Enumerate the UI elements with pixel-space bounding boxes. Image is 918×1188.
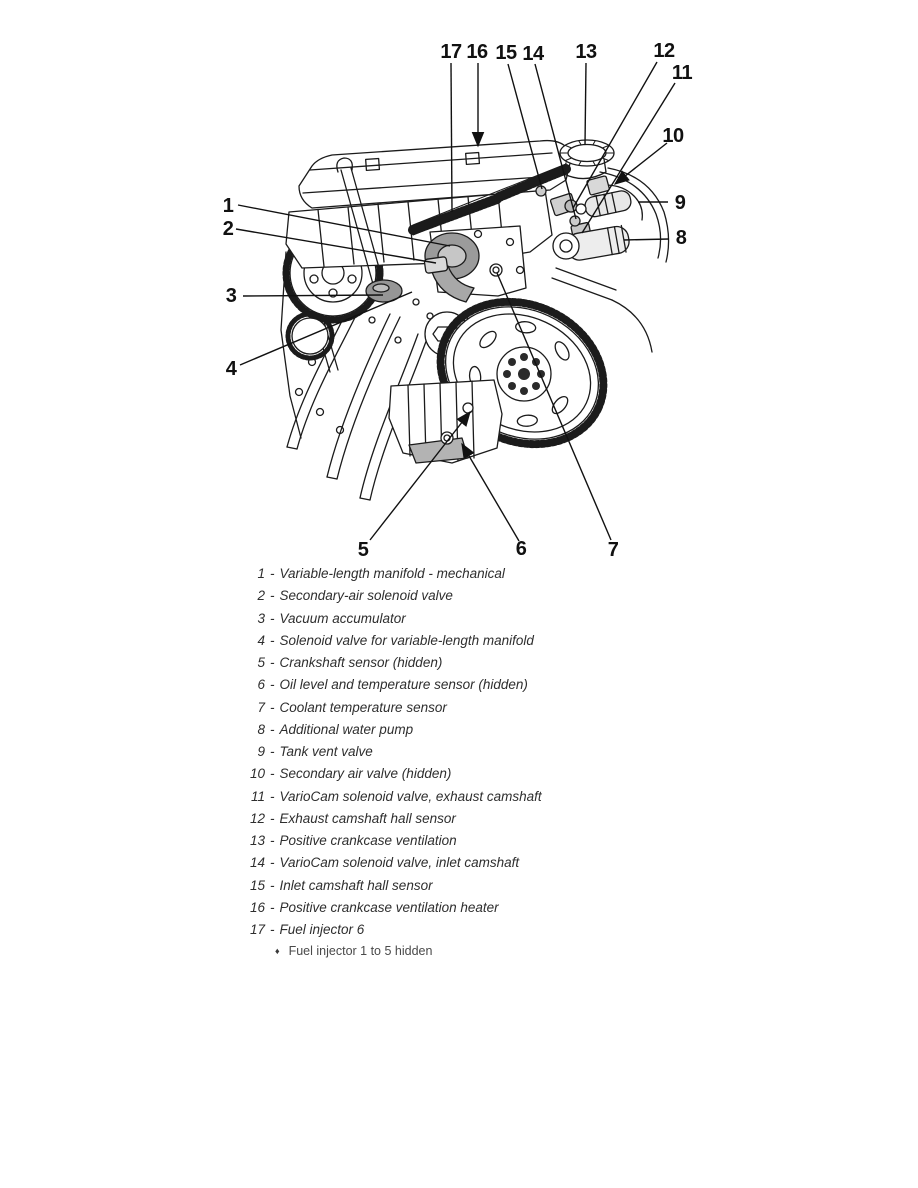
- legend-item-number: 7: [257, 699, 265, 715]
- legend-item-label: Variable-length manifold - mechanical: [279, 566, 505, 581]
- legend-item: [229, 633, 542, 655]
- diamond-bullet-icon: ♦: [275, 946, 280, 957]
- callout-label-14: 14: [522, 43, 544, 65]
- legend-item-number: 12: [249, 810, 265, 826]
- legend-item: [229, 900, 542, 922]
- legend-separator: -: [270, 588, 275, 604]
- legend-item: [229, 855, 542, 877]
- callout-label-12: 12: [653, 40, 675, 62]
- callout-label-9: 9: [674, 192, 686, 214]
- legend-item: [229, 922, 542, 944]
- callout-label-13: 13: [575, 41, 597, 63]
- legend-separator: -: [270, 655, 275, 670]
- callout-label-4: 4: [225, 358, 237, 380]
- legend-note: [229, 944, 542, 966]
- legend-item-number: 13: [249, 833, 265, 848]
- legend-note-text: Fuel injector 1 to 5 hidden: [288, 944, 433, 959]
- legend-item-number: 10: [249, 766, 265, 782]
- legend: [229, 566, 542, 966]
- legend-item-number: 5: [257, 655, 265, 670]
- legend-separator: -: [270, 833, 275, 848]
- legend-item-number: 9: [257, 744, 265, 759]
- legend-item-label: Oil level and temperature sensor (hidden): [279, 677, 528, 693]
- legend-item-number: 6: [257, 677, 265, 693]
- legend-item-number: 14: [249, 855, 265, 871]
- callout-label-16: 16: [466, 41, 488, 63]
- callout-label-17: 17: [440, 41, 462, 63]
- legend-separator: -: [270, 566, 275, 581]
- callout-label-7: 7: [607, 539, 619, 561]
- callout-label-1: 1: [222, 195, 234, 217]
- legend-separator: -: [270, 922, 275, 937]
- legend-separator: -: [270, 744, 275, 759]
- legend-item: [229, 677, 542, 699]
- legend-item-label: VarioCam solenoid valve, exhaust camshaft: [279, 788, 542, 804]
- legend-separator: -: [270, 788, 275, 804]
- legend-item: [229, 766, 542, 788]
- callout-label-10: 10: [662, 125, 684, 147]
- legend-item-number: 11: [250, 788, 265, 804]
- callout-label-6: 6: [515, 538, 527, 560]
- callout-label-8: 8: [675, 227, 687, 249]
- legend-item: [229, 611, 542, 633]
- legend-item-label: VarioCam solenoid valve, inlet camshaft: [279, 855, 520, 871]
- legend-separator: -: [270, 677, 275, 693]
- callout-label-15: 15: [495, 42, 517, 64]
- legend-item-number: 17: [249, 922, 265, 937]
- legend-separator: -: [270, 632, 275, 648]
- legend-separator: -: [270, 721, 275, 737]
- legend-item-label: Crankshaft sensor (hidden): [279, 655, 443, 670]
- legend-item-number: 16: [249, 899, 265, 915]
- legend-item-label: Vacuum accumulator: [279, 610, 406, 626]
- legend-item-label: Secondary air valve (hidden): [279, 766, 452, 782]
- legend-item: [229, 789, 542, 811]
- legend-item-number: 4: [257, 632, 265, 648]
- legend-item-label: Additional water pump: [279, 721, 414, 737]
- legend-item-number: 1: [257, 566, 265, 581]
- legend-item-label: Exhaust camshaft hall sensor: [279, 810, 456, 826]
- legend-item-label: Solenoid valve for variable-length manifold: [279, 632, 534, 648]
- legend-separator: -: [270, 877, 275, 893]
- legend-item-label: Positive crankcase ventilation heater: [279, 899, 499, 915]
- legend-separator: -: [270, 699, 275, 715]
- callout-label-3: 3: [225, 285, 237, 307]
- legend-item: [229, 878, 542, 900]
- legend-item: [229, 588, 542, 610]
- legend-item-number: 2: [257, 588, 265, 604]
- legend-item: [229, 700, 542, 722]
- legend-item: [229, 833, 542, 855]
- callout-label-11: 11: [671, 62, 693, 84]
- legend-item-label: Inlet camshaft hall sensor: [279, 877, 433, 893]
- callout-label-2: 2: [222, 218, 234, 240]
- legend-item-number: 8: [257, 721, 265, 737]
- legend-item-number: 15: [249, 877, 265, 893]
- legend-item: [229, 566, 542, 588]
- legend-item-label: Positive crankcase ventilation: [279, 833, 457, 848]
- legend-item: [229, 811, 542, 833]
- legend-item-label: Coolant temperature sensor: [279, 699, 447, 715]
- legend-item: [229, 744, 542, 766]
- legend-item-number: 3: [257, 610, 265, 626]
- legend-item-label: Fuel injector 6: [279, 922, 365, 937]
- legend-separator: -: [270, 810, 275, 826]
- callout-label-5: 5: [357, 539, 369, 561]
- legend-item: [229, 722, 542, 744]
- legend-item-label: Tank vent valve: [279, 744, 373, 759]
- legend-item-label: Secondary-air solenoid valve: [279, 588, 453, 604]
- legend-separator: -: [270, 855, 275, 871]
- legend-item: [229, 655, 542, 677]
- legend-separator: -: [270, 610, 275, 626]
- legend-separator: -: [270, 766, 275, 782]
- legend-separator: -: [270, 899, 275, 915]
